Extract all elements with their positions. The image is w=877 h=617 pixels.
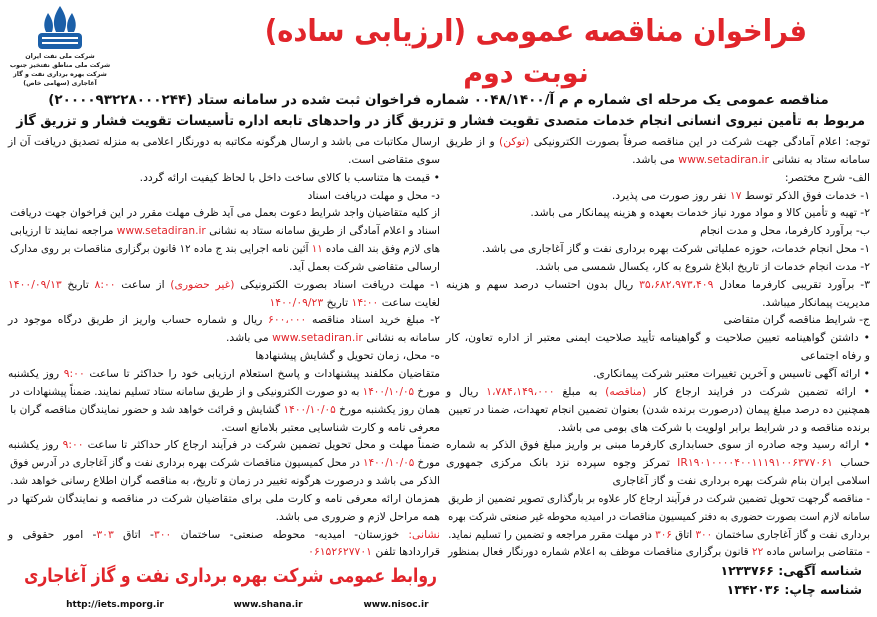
text-line bbox=[446, 383, 870, 401]
line-text bbox=[8, 492, 440, 505]
text-segment: ۳- برآورد تقریبی کارفرما معادل bbox=[713, 277, 870, 291]
text-segment: از کلیه متقاضیان واجد شرایط دعوت بعمل می آید ظرف مهلت مقرر در این فراخوان جهت دریافت bbox=[10, 206, 440, 220]
highlighted-segment: ۲۲ bbox=[751, 545, 764, 559]
text-segment: روز یکشنبه bbox=[8, 366, 64, 380]
text-line bbox=[448, 508, 870, 526]
text-segment: • قیمت ها متناسب با کالای ساخت داخل با لحاظ کیفیت ارائه گردد. bbox=[139, 170, 440, 184]
text-segment: می باشد. bbox=[632, 152, 679, 166]
paragraph bbox=[8, 187, 440, 205]
line-text bbox=[448, 528, 870, 541]
text-line bbox=[10, 401, 440, 419]
line-text bbox=[448, 403, 870, 416]
text-segment: ۱- مهلت دریافت اسناد بصورت الکترونیکی bbox=[234, 277, 441, 291]
website-link-text: www.shana.ir bbox=[233, 600, 303, 610]
text-segment: ضمناً مهلت و محل تحویل تضمین شرکت در فرآیند ارجاع کار حداکثر تا ساعت bbox=[83, 438, 440, 452]
text-segment: روز یکشنبه bbox=[8, 438, 63, 452]
text-segment: • داشتن گواهینامه تعیین صلاحیت و گواهینامه تأیید صلاحیت ایمنی معتبر از اداره تعاون، کار bbox=[446, 331, 870, 345]
paragraph bbox=[446, 258, 870, 276]
text-line bbox=[446, 329, 870, 347]
text-line bbox=[448, 543, 870, 561]
text-segment: گشایش و قرائت خواهد شد و حضور نمایندگان مناقصه گران با bbox=[10, 402, 284, 416]
text-segment: سامانه به نشانی bbox=[362, 331, 440, 345]
line-text bbox=[632, 153, 870, 166]
text-segment: آئین نامه اجرایی بند ج ماده ۱۲ قانون برگزاری مناقصات بر روی مدارک bbox=[10, 242, 312, 256]
text-segment: خوزستان- امیدیه- محوطه صنعتی- ساختمان bbox=[171, 527, 409, 541]
line-text bbox=[446, 456, 870, 469]
text-segment: ۲- مبلغ خرید اسناد مناقصه bbox=[306, 313, 440, 327]
line-text bbox=[140, 171, 440, 184]
text-segment: قانون برگزاری مناقصات موظف به اعلام شماره دورنگار فعال بمنظور bbox=[448, 545, 752, 559]
website-link-text: http://iets.mporg.ir bbox=[66, 600, 164, 610]
text-segment: - متقاضی براساس ماده bbox=[763, 545, 870, 559]
paragraph bbox=[446, 240, 870, 258]
line-text bbox=[612, 189, 870, 202]
highlighted-segment: ۱۴:۰۰ bbox=[351, 295, 379, 309]
tender-subject-text: مربوط به تأمین نیروی انسانی انجام خدمات متصدی تقویت فشار و تزریق گاز در واحدهای تابعه اداره تأسیسات تقویت فشار و تزریق گاز bbox=[16, 113, 866, 129]
highlighted-segment: ۳۰۶ bbox=[655, 527, 672, 541]
text-segment: الذکر می باشد و درصورت هرگونه تغییر در زمان و تاریخ، به مناقصه گران اطلاع رسانی خواهد شد. bbox=[10, 474, 440, 488]
website-link-text: www.nisoc.ir bbox=[363, 600, 429, 610]
highlighted-segment: ۱۴۰۰/۰۹/۱۳ bbox=[8, 277, 62, 291]
paragraph bbox=[8, 204, 440, 275]
text-line bbox=[8, 169, 440, 187]
text-line bbox=[446, 419, 870, 437]
line-text bbox=[801, 349, 870, 362]
line-text bbox=[10, 385, 440, 398]
text-segment: ۲- مدت انجام خدمات از تاریخ ابلاغ شروع به کار، یکسال شمسی می باشد. bbox=[535, 259, 870, 273]
text-segment: همه مراحل لازم و ضروری می باشد. bbox=[275, 509, 440, 523]
line-text bbox=[289, 260, 440, 273]
highlighted-segment: ۳۵،۶۸۲،۹۷۳،۴۰۹ bbox=[639, 277, 714, 291]
text-line bbox=[8, 508, 440, 526]
text-segment: توجه: اعلام آمادگی جهت شرکت در این مناقصه صرفاً بصورت الکترونیکی bbox=[529, 135, 871, 148]
text-segment: - امور حقوقی و bbox=[8, 527, 97, 541]
line-text bbox=[269, 296, 440, 309]
line-text bbox=[10, 242, 440, 255]
text-segment: ج- شرایط مناقصه گران متقاضی bbox=[723, 313, 870, 327]
text-segment: متقاضیان مکلفند پیشنهادات و پاسخ استعلام ارزیابی خود را حداکثر تا ساعت bbox=[84, 366, 440, 380]
text-line bbox=[10, 454, 440, 472]
text-line bbox=[8, 543, 440, 561]
paragraph bbox=[446, 133, 870, 169]
paragraph bbox=[446, 169, 870, 187]
paragraph bbox=[446, 204, 870, 222]
text-line bbox=[8, 311, 440, 329]
print-id-text: شناسه چاپ: ۱۳۴۲۰۳۶ bbox=[726, 582, 862, 597]
text-segment: مراجعه نمایند تا ارزیابی bbox=[10, 224, 117, 238]
text-segment: همزمان ارائه معرفی نامه و کارت ملی برای متقاضیان شرکت در مناقصه و نمایندگان شرکتها در bbox=[8, 491, 440, 505]
tender-number-line bbox=[14, 90, 863, 110]
text-line bbox=[10, 222, 440, 240]
paragraph bbox=[8, 347, 440, 365]
text-segment: ۲- تهیه و تأمین کالا و مواد مورد نیاز خدمات بعهده و هزینه پیمانکار می باشد. bbox=[530, 206, 870, 220]
text-line bbox=[8, 490, 440, 508]
highlighted-segment: ۱۴۰۰/۰۹/۲۳ bbox=[269, 295, 324, 309]
logo-caption: شرکت ملی مناطق نفتخیز جنوب bbox=[9, 62, 111, 69]
line-text bbox=[10, 224, 440, 237]
highlighted-segment: (توکن) bbox=[499, 135, 530, 148]
line-text bbox=[530, 206, 870, 219]
text-line bbox=[448, 526, 870, 544]
line-text bbox=[10, 403, 440, 416]
text-line bbox=[446, 294, 870, 312]
ad-id-text: شناسه آگهی: ۱۲۳۳۷۶۶ bbox=[720, 563, 862, 578]
text-segment: ه- محل، زمان تحویل و گشایش پیشنهادها bbox=[255, 349, 440, 363]
text-line bbox=[10, 204, 440, 222]
paragraph bbox=[8, 276, 440, 312]
line-text bbox=[8, 367, 440, 380]
paragraph bbox=[446, 329, 870, 365]
line-text bbox=[482, 242, 870, 255]
text-segment: ریال بدون احتساب درصد سهم و هزینه bbox=[446, 277, 640, 291]
page-title bbox=[264, 11, 807, 53]
highlighted-segment: ۳۰۳ bbox=[96, 527, 114, 541]
highlighted-segment: ۹:۰۰ bbox=[62, 438, 84, 452]
paragraph bbox=[446, 187, 870, 205]
paragraph bbox=[8, 365, 440, 436]
ad-id bbox=[690, 562, 862, 580]
text-segment: اسلامی ایران بنام شرکت بهره برداری نفت و گاز آغاجاری bbox=[612, 474, 870, 488]
highlighted-segment: (مناقصه) bbox=[605, 384, 647, 398]
highlighted-segment: ۱۴۰۰/۱۰/۰۵ bbox=[363, 456, 415, 470]
highlighted-segment: ۱۱ bbox=[311, 242, 323, 256]
highlighted-segment: ۸:۰۰ bbox=[94, 277, 116, 291]
logo-caption: شرکت بهره برداری نفت و گاز آغاجاری (سهامی خاص) bbox=[13, 71, 107, 87]
highlighted-segment: IR۱۹۰۱۰۰۰۰۴۰۰۱۱۱۹۱۰۰۶۳۷۷۰۶۱ bbox=[677, 456, 833, 470]
text-line bbox=[8, 365, 440, 383]
text-segment: برداری نفت و گاز آغاجاری ساختمان bbox=[712, 527, 870, 541]
line-text bbox=[308, 545, 440, 558]
text-segment: معرفی نامه و کارت شناسایی معتبر بلامانع است. bbox=[221, 420, 440, 434]
line-text bbox=[448, 492, 870, 505]
text-line bbox=[449, 401, 870, 419]
text-segment: لغایت ساعت bbox=[378, 295, 440, 309]
text-line bbox=[446, 311, 870, 329]
paragraph bbox=[446, 365, 870, 383]
paragraph bbox=[8, 490, 440, 526]
text-line bbox=[448, 490, 870, 508]
right-column bbox=[446, 133, 870, 561]
round-label-text: نوبت دوم bbox=[463, 58, 589, 89]
company-logo-block bbox=[8, 2, 112, 87]
line-text bbox=[8, 135, 440, 148]
text-line bbox=[8, 151, 440, 169]
line-text bbox=[535, 260, 870, 273]
text-segment: ۱- خدمات فوق الذکر توسط bbox=[741, 188, 870, 202]
signature-text: روابط عمومی شرکت بهره برداری نفت و گاز آغاجاری bbox=[24, 565, 437, 587]
paragraph bbox=[446, 436, 870, 490]
text-segment: و رفاه اجتماعی bbox=[800, 349, 870, 363]
text-segment: - اتاق bbox=[113, 527, 154, 541]
text-line bbox=[446, 472, 870, 490]
text-segment: ب- برآورد کارفرما، محل و مدت انجام bbox=[700, 224, 870, 238]
text-segment: اسناد و اعلام آمادگی از طریق سامانه ستاد به نشانی bbox=[205, 224, 440, 238]
text-segment: تاریخ bbox=[323, 295, 352, 309]
text-segment: اتاق bbox=[671, 527, 696, 541]
highlighted-segment: ۳۰۰ bbox=[153, 527, 172, 541]
paragraph bbox=[446, 311, 870, 329]
text-line bbox=[446, 204, 870, 222]
highlighted-segment: نشانی: bbox=[408, 527, 440, 541]
text-segment: مورخ bbox=[414, 456, 440, 470]
highlighted-segment: ۶۰۰،۰۰۰ bbox=[268, 313, 307, 327]
text-line bbox=[8, 133, 440, 151]
text-line bbox=[446, 276, 870, 294]
text-segment: سوی متقاضی است. bbox=[348, 152, 440, 166]
paragraph bbox=[446, 490, 870, 544]
highlighted-segment: ۱۷ bbox=[729, 188, 742, 202]
text-segment: مدیریت پیمانکار میباشد. bbox=[762, 295, 870, 309]
paragraph bbox=[446, 276, 870, 312]
paragraph bbox=[8, 133, 440, 169]
highlighted-segment: ۹:۰۰ bbox=[63, 366, 85, 380]
text-segment: ارسال مکاتبات می باشد و ارسال هرگونه مکاتبه به دورنگار اعلامی به منزله تصدیق دریافت آن از bbox=[7, 135, 440, 148]
highlighted-segment: www.setadiran.ir bbox=[116, 224, 206, 238]
text-segment: برنده مناقصه و در شرایط برابر اولویت با شرکت های بومی می باشد. bbox=[557, 420, 870, 434]
highlighted-segment: (غیر حضوری) bbox=[170, 277, 235, 291]
line-text bbox=[446, 135, 870, 148]
line-text bbox=[10, 474, 440, 487]
text-line bbox=[8, 258, 440, 276]
line-text bbox=[446, 278, 870, 291]
text-segment: به مبلغ bbox=[554, 384, 606, 398]
logo-caption: شرکت ملی نفت ایران bbox=[25, 53, 95, 60]
text-segment: سامانه لازم است بصورت حضوری به دفتر کمیسیون مناقصات در امیدیه محوطه غیر صنعتی شرکت بهره bbox=[448, 509, 870, 523]
text-line bbox=[446, 258, 870, 276]
tender-subject-line bbox=[16, 111, 866, 131]
text-segment: مورخ bbox=[414, 384, 440, 398]
line-text bbox=[8, 528, 440, 541]
text-line bbox=[446, 133, 870, 151]
text-line bbox=[8, 329, 440, 347]
text-line bbox=[446, 454, 870, 472]
line-text bbox=[593, 367, 870, 380]
text-segment: ریال و bbox=[446, 384, 487, 398]
paragraph bbox=[446, 543, 870, 561]
text-line bbox=[10, 383, 440, 401]
text-segment: د- محل و مهلت دریافت اسناد bbox=[307, 188, 440, 202]
line-text bbox=[10, 456, 440, 469]
text-segment: حساب bbox=[832, 456, 870, 470]
line-text bbox=[446, 385, 870, 398]
highlighted-segment: www.setadiran.ir bbox=[272, 331, 363, 345]
text-segment: تمرکز وجوه سپرده نزد بانک مرکزی جمهوری bbox=[446, 456, 678, 470]
text-line bbox=[446, 436, 870, 454]
page-title-text: فراخوان مناقصه عمومی (ارزیابی ساده) bbox=[264, 14, 807, 49]
line-text bbox=[446, 331, 870, 344]
highlighted-segment: www.setadiran.ir bbox=[678, 152, 769, 166]
line-text bbox=[308, 189, 440, 202]
line-text bbox=[762, 296, 870, 309]
line-text bbox=[448, 510, 870, 523]
text-segment: ارسالی متقاضی شرکت بعمل آید. bbox=[288, 259, 440, 273]
text-line bbox=[8, 436, 440, 454]
line-text bbox=[700, 224, 870, 237]
text-segment: - مناقصه گرجهت تحویل تضمین شرکت در فرآیند ارجاع کار علاوه بر بارگذاری تصویر تضمین از طریق bbox=[448, 491, 870, 505]
paragraph bbox=[446, 383, 870, 437]
nioc-logo-icon bbox=[28, 4, 92, 52]
text-line bbox=[446, 222, 870, 240]
website-link bbox=[226, 598, 310, 612]
paragraph bbox=[8, 526, 440, 562]
paragraph bbox=[8, 311, 440, 347]
text-line bbox=[8, 419, 440, 437]
round-label bbox=[420, 57, 632, 91]
text-line bbox=[8, 526, 440, 544]
text-line bbox=[446, 187, 870, 205]
line-text bbox=[10, 206, 440, 219]
highlighted-segment: ۱۴۰۰/۱۰/۰۵ bbox=[283, 402, 336, 416]
highlighted-segment: ۳۰۰ bbox=[695, 527, 713, 541]
text-segment: به دو صورت الکترونیکی و از طریق سامانه ستاد تسلیم نمایند. ضمناً پیشنهادات در bbox=[10, 384, 363, 398]
highlighted-segment: ۱،۷۸۴،۱۴۹،۰۰۰ bbox=[486, 384, 555, 398]
line-text bbox=[724, 313, 870, 326]
print-id bbox=[690, 581, 862, 599]
paragraph bbox=[446, 222, 870, 240]
text-segment: ریال و شماره حساب واریز از طریق درگاه موجود در bbox=[8, 313, 269, 327]
line-text bbox=[255, 349, 440, 362]
website-link bbox=[50, 598, 180, 612]
text-segment: می باشد. bbox=[226, 331, 273, 345]
line-text bbox=[221, 421, 440, 434]
text-line bbox=[446, 169, 870, 187]
text-segment: همان روز یکشنبه مورخ bbox=[335, 402, 440, 416]
line-text bbox=[448, 545, 870, 558]
line-text bbox=[276, 510, 440, 523]
text-segment: • ارائه تضمین شرکت در فرایند ارجاع کار bbox=[646, 384, 871, 398]
website-link bbox=[355, 598, 437, 612]
line-text bbox=[226, 331, 440, 344]
text-segment: تاریخ bbox=[61, 277, 95, 291]
text-segment: در محل کمیسیون مناقصات شرکت بهره برداری نفت و گاز آغاجاری در آدرس فوق bbox=[10, 456, 364, 470]
text-line bbox=[8, 187, 440, 205]
text-line bbox=[446, 151, 870, 169]
text-segment: سامانه ستاد به نشانی bbox=[768, 152, 870, 166]
text-line bbox=[446, 365, 870, 383]
text-line bbox=[8, 294, 440, 312]
line-text bbox=[558, 421, 870, 434]
paragraph bbox=[8, 436, 440, 490]
line-text bbox=[348, 153, 440, 166]
line-text bbox=[8, 438, 440, 451]
highlighted-segment: ۱۴۰۰/۱۰/۰۵ bbox=[362, 384, 415, 398]
text-segment: نفر روز صورت می پذیرد. bbox=[611, 188, 730, 202]
text-segment: در مهلت مقرر مراجعه و تضمین را تسلیم نماید. bbox=[448, 527, 656, 541]
text-segment: • ارائه رسید وجه صادره از سوی حسابداری کارفرما مبنی بر واریز مبلغ فوق الذکر به شماره bbox=[446, 438, 870, 452]
text-segment: از ساعت bbox=[115, 277, 171, 291]
text-segment: الف- شرح مختصر: bbox=[784, 170, 870, 184]
text-line bbox=[8, 276, 440, 294]
public-relations-signature bbox=[24, 561, 437, 591]
highlighted-segment: ۰۶۱۵۲۶۲۷۷۰۱ bbox=[308, 545, 372, 559]
line-text bbox=[612, 474, 870, 487]
text-line bbox=[10, 240, 440, 258]
line-text bbox=[446, 438, 870, 451]
text-segment: های لازم وفق بند الف ماده bbox=[322, 242, 440, 256]
line-text bbox=[8, 278, 440, 291]
text-line bbox=[10, 472, 440, 490]
tender-number-text: مناقصه عمومی یک مرحله ای شماره م م آ/۰۰۴۸/۱۴۰۰ شماره فراخوان ثبت شده در سامانه ستاد (۲۰۰۰۰۹۳۲۲۸۰۰۰۲۴۴) bbox=[48, 92, 829, 108]
paragraph bbox=[8, 169, 440, 187]
text-segment: • ارائه آگهی تاسیس و آخرین تغییرات معتبر شرکت پیمانکاری. bbox=[592, 366, 870, 380]
text-line bbox=[446, 240, 870, 258]
line-text bbox=[785, 171, 870, 184]
text-segment: ۱- محل انجام خدمات، حوزه عملیاتی شرکت بهره برداری نفت و گاز آغاجاری می باشد. bbox=[481, 242, 870, 256]
text-line bbox=[446, 347, 870, 365]
left-column bbox=[8, 133, 440, 561]
line-text bbox=[8, 313, 440, 326]
text-segment: همچنین ده درصد مبلغ پیمان (درصورت برنده شدن) بعنوان تضمین انجام تعهدات، ضمنا در تعیین bbox=[448, 402, 870, 416]
text-segment: قراردادها تلفن bbox=[371, 545, 440, 559]
text-segment: و از طریق bbox=[446, 135, 499, 148]
text-line bbox=[8, 347, 440, 365]
